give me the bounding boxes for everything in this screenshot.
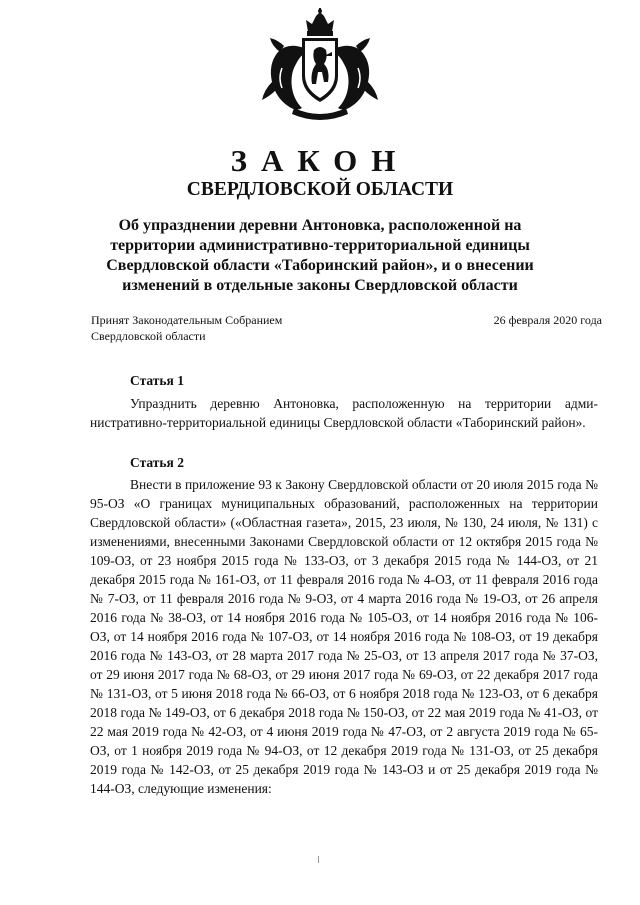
article-2-text: Внести в приложение 93 к Закону Свердловской области от 20 июля 2015 года № 95-ОЗ «О границах муниципальных образований, расположенных на территории Свердловской области» («Областная газета», 2015, 23 июля, № 130, 24 июля, № 131) с изменениями, внесенными Законами Свердловской области от 12 октября 2015 года № 109-ОЗ, от 23 ноября 2015 года № 133-ОЗ, от 3 декабря 2015 года № 144-ОЗ, от 21 декабря 2015 года № 161-ОЗ, от 11 февраля 2016 года № 4-ОЗ, от 11 февраля 2016 года № 7-ОЗ, от 11 февраля 2016 года № 9-ОЗ, от 4 марта 2016 года № 19-ОЗ, от 26 апреля 2016 года № 38-ОЗ, от 14 ноября 2016 года № 105-ОЗ, от 14 ноября 2016 года № 106-ОЗ, от 14 ноября 2016 года № 107-ОЗ, от 14 ноября 2016 года № 108-ОЗ, от 19 декабря 2016 года № 143-ОЗ, от 28 марта 2017 года № 25-ОЗ, от 13 апреля 2017 года № 37-ОЗ, от 29 июня 2017 года № 68-ОЗ, от 29 июня 2017 года № 69-ОЗ, от 22 декабря 2017 года № 131-ОЗ, от 5 июня 2018 года № 66-ОЗ, от 6 ноября 2018 года № 123-ОЗ, от 6 декабря 2018 года № 149-ОЗ, от 6 декабря 2018 года № 150-ОЗ, от 22 мая 2019 года № 41-ОЗ, от 22 мая 2019 года № 42-ОЗ, от 4 июня 2019 года № 47-ОЗ, от 2 августа 2019 года № 65-ОЗ, от 1 ноября 2019 года № 94-ОЗ, от 12 декабря 2019 года № 131-ОЗ, от 25 декабря 2019 года № 142-ОЗ, от 25 декабря 2019 года № 143-ОЗ и от 25 декабря 2019 года № 144-ОЗ, следующие изменения: [90,477,598,796]
shield-icon [302,38,338,102]
article-1-heading: Статья 1 [130,373,184,388]
article-2-heading: Статья 2 [130,455,184,470]
document-region: СВЕРДЛОВСКОЙ ОБЛАСТИ [186,179,454,200]
scan-mark [318,856,319,863]
adoption-body: Принят Законодательным Собранием Свердловской области [91,313,283,343]
adoption-date: 26 февраля 2020 года [493,313,602,327]
right-sable-icon [336,38,378,110]
document-title: ЗАКОН [230,143,410,178]
article-1-text: Упразднить деревню Антоновка, расположенную на территории административно-территориальной единицы Свердловской области «Таборинский район». [90,396,598,430]
left-sable-icon [262,38,304,110]
crown-icon [306,8,334,36]
law-subject: Об упразднении деревни Антоновка, расположенной на территории административно-территориальной единицы Свердловской области «Таборинский район», и о внесении изменений в отдельные законы Свердловской области [106,217,534,294]
coat-of-arms-emblem [258,8,382,124]
